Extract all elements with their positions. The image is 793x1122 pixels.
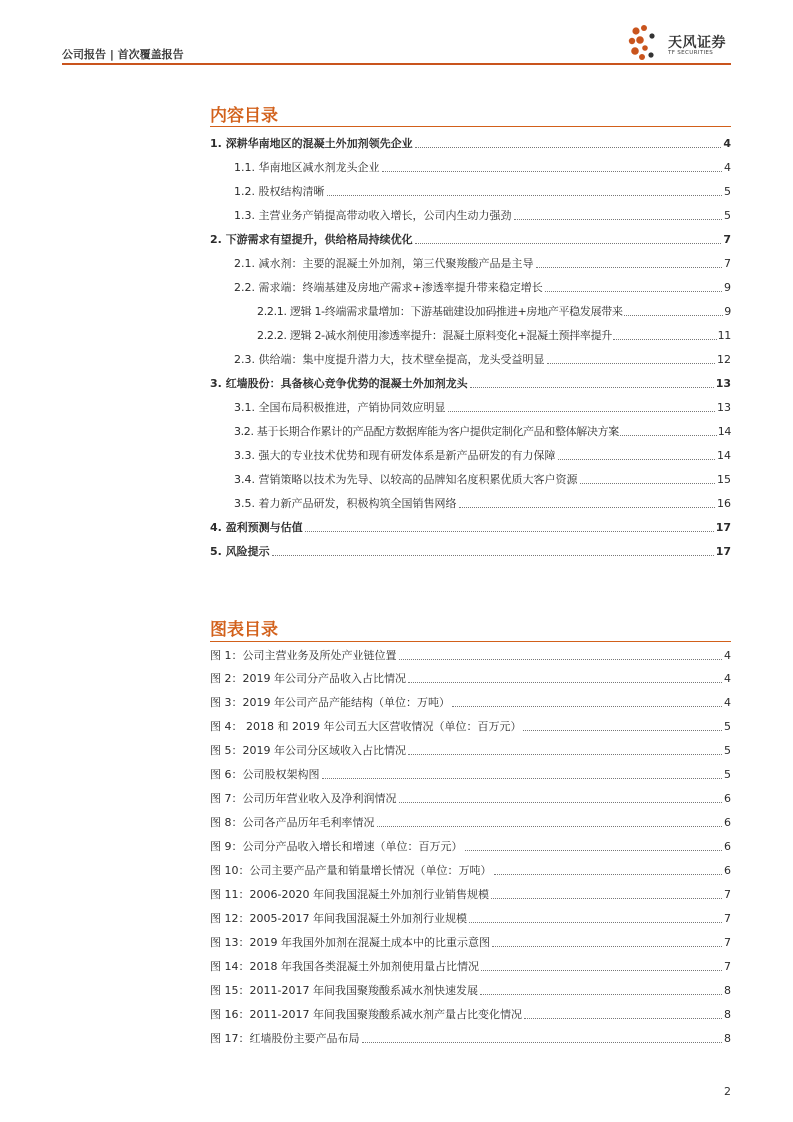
brand-name: 天风证券 [668, 35, 726, 51]
figure-entry[interactable]: 图 15：2011-2017 年间我国聚羧酸系减水剂快速发展 8 [210, 984, 731, 997]
figure-entry[interactable]: 图 17：红墙股份主要产品布局 8 [210, 1032, 731, 1045]
toc-entry[interactable]: 3.5. 着力新产品研发，积极构筑全国销售网络 16 [234, 497, 731, 510]
toc-entry[interactable]: 2.2. 需求端：终端基建及房地产需求+渗透率提升带来稳定增长 9 [234, 281, 731, 294]
header-divider [62, 63, 731, 65]
toc-entry[interactable]: 1.2. 股权结构清晰 5 [234, 185, 731, 198]
figure-entry[interactable]: 图 8：公司各产品历年毛利率情况 6 [210, 816, 731, 829]
figure-entry[interactable]: 图 4： 2018 和 2019 年公司五大区营收情况（单位：百万元） 5 [210, 720, 731, 733]
figure-entry[interactable]: 图 9：公司分产品收入增长和增速（单位：百万元） 6 [210, 840, 731, 853]
toc-title-underline [210, 126, 731, 127]
figure-entry[interactable]: 图 16：2011-2017 年间我国聚羧酸系减水剂产量占比变化情况 8 [210, 1008, 731, 1021]
figure-entry[interactable]: 图 6：公司股权架构图 5 [210, 768, 731, 781]
toc-entry[interactable]: 1.3. 主营业务产销提高带动收入增长，公司内生动力强劲 5 [234, 209, 731, 222]
figure-entry[interactable]: 图 12：2005-2017 年间我国混凝土外加剂行业规模 7 [210, 912, 731, 925]
toc-entry[interactable]: 2.1. 减水剂：主要的混凝土外加剂，第三代聚羧酸产品是主导 7 [234, 257, 731, 270]
figure-entry[interactable]: 图 11：2006-2020 年间我国混凝土外加剂行业销售规模 7 [210, 888, 731, 901]
toc-entry[interactable]: 2.3. 供给端：集中度提升潜力大，技术壁垒提高，龙头受益明显 12 [234, 353, 731, 366]
figure-entry[interactable]: 图 7：公司历年营业收入及净利润情况 6 [210, 792, 731, 805]
toc-entry[interactable]: 4. 盈利预测与估值 17 [210, 521, 731, 534]
figure-entry[interactable]: 图 13：2019 年我国外加剂在混凝土成本中的比重示意图 7 [210, 936, 731, 949]
toc-entry[interactable]: 3. 红墙股份：具备核心竞争优势的混凝土外加剂龙头 13 [210, 377, 731, 390]
figure-entry[interactable]: 图 3：2019 年公司产品产能结构（单位：万吨） 4 [210, 696, 731, 709]
figure-entry[interactable]: 图 1：公司主营业务及所处产业链位置 4 [210, 649, 731, 662]
toc-title: 内容目录 [210, 106, 278, 126]
toc-entry[interactable]: 3.3. 强大的专业技术优势和现有研发体系是新产品研发的有力保障 14 [234, 449, 731, 462]
toc-entry[interactable]: 3.4. 营销策略以技术为先导、以较高的品牌知名度积累优质大客户资源 15 [234, 473, 731, 486]
toc-entry[interactable]: 5. 风险提示 17 [210, 545, 731, 558]
toc-entry[interactable]: 2. 下游需求有望提升，供给格局持续优化 7 [210, 233, 731, 246]
figures-title: 图表目录 [210, 620, 278, 640]
toc-entry[interactable]: 3.2. 基于长期合作累计的产品配方数据库能为客户提供定制化产品和整体解决方案 14 [234, 425, 731, 438]
page-number: 2 [724, 1085, 731, 1098]
brand-subname: TF SECURITIES [668, 50, 714, 56]
toc-entry[interactable]: 3.1. 全国布局积极推进，产销协同效应明显 13 [234, 401, 731, 414]
figure-entry[interactable]: 图 14：2018 年我国各类混凝土外加剂使用量占比情况 7 [210, 960, 731, 973]
report-type-label: 公司报告 | 首次覆盖报告 [62, 48, 184, 61]
toc-entry[interactable]: 1.1. 华南地区减水剂龙头企业 4 [234, 161, 731, 174]
figure-entry[interactable]: 图 10：公司主要产品产量和销量增长情况（单位：万吨） 6 [210, 864, 731, 877]
toc-entry[interactable]: 2.2.2. 逻辑 2-减水剂使用渗透率提升：混凝土原料变化+混凝土预拌率提升 11 [257, 329, 731, 342]
toc-entry[interactable]: 2.2.1. 逻辑 1-终端需求量增加：下游基础建设加码推进+房地产平稳发展带来 9 [257, 305, 731, 318]
toc-entry[interactable]: 1. 深耕华南地区的混凝土外加剂领先企业 4 [210, 137, 731, 150]
figure-entry[interactable]: 图 2：2019 年公司分产品收入占比情况 4 [210, 672, 731, 685]
figure-entry[interactable]: 图 5：2019 年公司分区域收入占比情况 5 [210, 744, 731, 757]
figures-title-underline [210, 641, 731, 642]
